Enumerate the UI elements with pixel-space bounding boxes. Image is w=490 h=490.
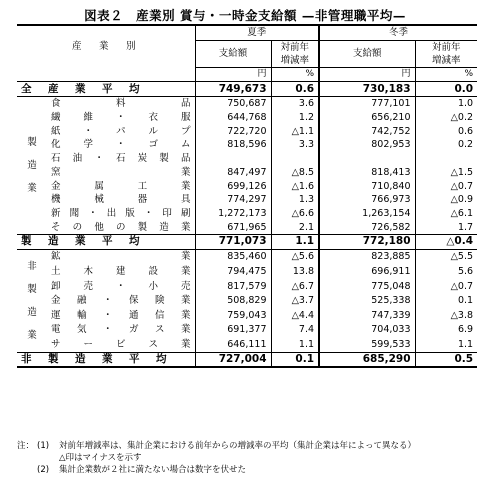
industry-name-char: 化 xyxy=(51,139,61,151)
industry-name-char: 衣 xyxy=(148,112,159,124)
industry-name-char: 食 xyxy=(51,98,61,110)
winter-rate-cell: △0.2 xyxy=(450,112,474,124)
industry-name-char: の xyxy=(115,221,126,233)
manufacturing-industry-name xyxy=(47,97,195,111)
summer-rate-cell: 1.2 xyxy=(271,111,319,125)
winter-amount-cell: 766,973 xyxy=(319,193,415,207)
winter-amount-cell: 710,840 xyxy=(319,179,415,193)
industry-name-char: 造 xyxy=(159,221,169,233)
summer-rate-cell: 3.3 xyxy=(271,138,319,152)
note-1 xyxy=(17,440,477,452)
summer-rate-cell: △5.6 xyxy=(271,249,319,264)
industry-name-char: ・ xyxy=(116,280,126,292)
summer-amount-cell: 794,475 xyxy=(195,264,271,279)
industry-name-char: 建 xyxy=(116,265,126,277)
industry-name-char: 学 xyxy=(83,139,94,151)
summer-amount-cell: 644,768 xyxy=(195,111,271,125)
industry-name-char: 金 xyxy=(51,180,61,192)
manufacturing-category-char: 製 xyxy=(27,137,37,148)
winter-rate-header-line1: 対前年 xyxy=(432,41,461,53)
industry-name-char: 保 xyxy=(129,295,139,307)
manufacturing-average-label: 製 造 業 平 均 xyxy=(17,234,195,249)
industry-name-char: ・ xyxy=(88,207,98,219)
table-row xyxy=(17,207,477,221)
non-manufacturing-industry-name xyxy=(47,322,195,337)
manufacturing-industry-name xyxy=(47,166,195,180)
non-manufacturing-industry-name xyxy=(47,264,195,279)
note-2-text: 集計企業数が２社に満たない場合は数字を伏せた xyxy=(59,465,247,475)
winter-rate-cell: 0.6 xyxy=(457,125,474,137)
non-manufacturing-industry-name xyxy=(47,308,195,323)
industry-name-char: 窯 xyxy=(51,166,61,178)
winter-amount-cell: 777,101 xyxy=(319,97,415,111)
manufacturing-average-summer-rate: 1.1 xyxy=(271,234,319,249)
summer-amount-cell: 817,579 xyxy=(195,279,271,294)
summer-header: 夏季 xyxy=(195,25,319,40)
industry-name-char: 小 xyxy=(148,280,159,292)
summer-rate-cell: △4.4 xyxy=(271,308,319,323)
total-summer-amount: 749,673 xyxy=(195,82,271,97)
summer-rate-cell: △8.5 xyxy=(271,166,319,180)
table-row xyxy=(17,220,477,234)
industry-name-char: 鉱 xyxy=(51,251,61,263)
non-manufacturing-industry-name xyxy=(47,337,195,352)
manufacturing-average-summer-amount: 771,073 xyxy=(195,234,271,249)
manufacturing-category-label xyxy=(17,97,47,235)
winter-rate-cell: 5.6 xyxy=(457,265,474,277)
non-manufacturing-industry-name xyxy=(47,293,195,308)
industry-name-char: 新 xyxy=(51,207,61,219)
industry-name-char: 金 xyxy=(51,295,61,307)
summer-amount-cell: 835,460 xyxy=(195,249,271,264)
industry-name-char: 業 xyxy=(180,180,191,192)
industry-name-char: 石 xyxy=(115,153,126,165)
industry-name-char: 品 xyxy=(180,153,191,165)
manufacturing-industry-name xyxy=(47,179,195,193)
table-row xyxy=(17,111,477,125)
industry-name-char: 業 xyxy=(181,295,191,307)
table-row xyxy=(17,293,477,308)
industry-name-char: 製 xyxy=(137,221,148,233)
industry-name-char: ガ xyxy=(129,324,139,336)
manufacturing-average-row xyxy=(17,234,477,249)
winter-amount-header: 支給額 xyxy=(319,40,415,67)
winter-rate-cell: △0.9 xyxy=(450,194,474,206)
summer-rate-cell: △1.1 xyxy=(271,124,319,138)
industry-name-char: 木 xyxy=(83,265,94,277)
industry-name-char: 信 xyxy=(155,309,165,321)
summer-amount-header: 支給額 xyxy=(195,40,271,67)
winter-rate-cell: 0.1 xyxy=(457,295,474,307)
industry-name-char: ・ xyxy=(94,153,104,165)
total-winter-rate: 0.0 xyxy=(415,82,477,97)
manufacturing-category-char: 業 xyxy=(27,183,37,194)
industry-name-char: 通 xyxy=(129,309,139,321)
industry-name-char: の xyxy=(72,221,83,233)
winter-unit-pct: % xyxy=(464,69,474,80)
winter-amount-cell: 818,413 xyxy=(319,166,415,180)
winter-rate-cell: △0.7 xyxy=(450,180,474,192)
industry-name-char: 電 xyxy=(51,324,61,336)
non-manufacturing-average-winter-amount: 685,290 xyxy=(319,352,415,367)
summer-rate-cell: 13.8 xyxy=(271,264,319,279)
industry-name-char: 刷 xyxy=(180,207,191,219)
summer-rate-cell: 1.3 xyxy=(271,193,319,207)
figure-title: 図表２ 産業別 賞与・一時金支給額 —非管理職平均— xyxy=(84,8,406,23)
industry-name-char: 械 xyxy=(94,194,104,206)
industry-name-char: 輸 xyxy=(77,309,87,321)
non-manufacturing-category-char: 非 xyxy=(27,260,37,272)
industry-name-char: 工 xyxy=(137,180,148,192)
winter-rate-cell: △3.8 xyxy=(450,309,474,321)
industry-name-char: ・ xyxy=(103,295,113,307)
non-manufacturing-category-char: 造 xyxy=(27,306,37,318)
industry-name-char: 売 xyxy=(83,280,94,292)
winter-amount-cell: 1,263,154 xyxy=(319,207,415,221)
winter-amount-cell: 696,911 xyxy=(319,264,415,279)
total-summer-rate: 0.6 xyxy=(271,82,319,97)
industry-name-char: プ xyxy=(181,125,191,137)
summer-amount-cell: 722,720 xyxy=(195,124,271,138)
industry-name-char: 石 xyxy=(51,153,61,165)
industry-name-char: ス xyxy=(148,338,159,350)
winter-rate-cell: △1.5 xyxy=(450,166,474,178)
winter-rate-cell: 0.2 xyxy=(457,139,474,151)
industry-name-char: 業 xyxy=(181,338,191,350)
winter-rate-cell: △5.5 xyxy=(415,249,477,264)
summer-rate-header-line1: 対前年 xyxy=(280,41,310,53)
unit-row xyxy=(17,67,477,82)
industry-name-char: 品 xyxy=(181,98,191,110)
industry-name-char: ゴ xyxy=(148,139,159,151)
industry-name-char: ・ xyxy=(116,139,126,151)
industry-name-char: 気 xyxy=(77,324,87,336)
table-row xyxy=(17,166,477,180)
summer-amount-cell: 750,687 xyxy=(195,97,271,111)
industry-name-char: 印 xyxy=(162,207,172,219)
winter-amount-cell: 747,339 xyxy=(319,308,415,323)
industry-name-char: 属 xyxy=(94,180,104,192)
summer-amount-cell: 1,272,173 xyxy=(195,207,271,221)
industry-name-char: ス xyxy=(155,324,165,336)
industry-name-char: ・ xyxy=(103,309,113,321)
summer-rate-cell: △3.7 xyxy=(271,293,319,308)
table-row xyxy=(17,193,477,207)
total-row xyxy=(17,82,477,97)
note-1-text: 対前年増減率は、集計企業における前年からの増減率の平均（集計企業は年によって異なる） xyxy=(59,441,417,451)
non-manufacturing-average-summer-amount: 727,004 xyxy=(195,352,271,367)
industry-name-char: 運 xyxy=(51,309,61,321)
winter-amount-cell: 726,582 xyxy=(319,220,415,234)
manufacturing-industry-name xyxy=(47,193,195,207)
table-row xyxy=(17,279,477,294)
industry-name-char: ー xyxy=(83,338,94,350)
manufacturing-average-winter-rate: △0.4 xyxy=(415,234,477,249)
industry-name-char: 機 xyxy=(51,194,61,206)
manufacturing-industry-name xyxy=(47,124,195,138)
industry-name-char: 料 xyxy=(116,98,126,110)
industry-name-char: 融 xyxy=(77,295,87,307)
summer-amount-cell: 699,126 xyxy=(195,179,271,193)
industry-name-char: 繊 xyxy=(51,112,61,124)
industry-name-char: ・ xyxy=(83,125,94,137)
summer-rate-cell: △1.6 xyxy=(271,179,319,193)
non-manufacturing-average-label: 非 製 造 業 平 均 xyxy=(17,352,195,367)
manufacturing-industry-name xyxy=(47,111,195,125)
manufacturing-average-winter-amount: 772,180 xyxy=(319,234,415,249)
non-manufacturing-industry-name xyxy=(47,249,195,264)
winter-rate-cell: 1.1 xyxy=(457,338,474,350)
industry-name-char: 紙 xyxy=(51,125,61,137)
table-row xyxy=(17,152,477,166)
summer-rate-cell: 2.1 xyxy=(271,220,319,234)
winter-amount-cell: 525,338 xyxy=(319,293,415,308)
table-row xyxy=(17,138,477,152)
winter-amount-cell: 599,533 xyxy=(319,337,415,352)
non-manufacturing-category-label xyxy=(17,249,47,352)
non-manufacturing-industry-name xyxy=(47,279,195,294)
industry-name-char: 業 xyxy=(181,309,191,321)
industry-name-char: 設 xyxy=(148,265,159,277)
industry-name-char: そ xyxy=(51,221,61,233)
summer-amount-cell: 671,965 xyxy=(195,220,271,234)
industry-name-char: 器 xyxy=(137,194,148,206)
table-row xyxy=(17,179,477,193)
table-row xyxy=(17,124,477,138)
winter-amount-cell: 802,953 xyxy=(319,138,415,152)
summer-rate-header-line2: 増減率 xyxy=(280,54,310,66)
winter-unit-yen: 円 xyxy=(319,67,415,82)
summer-rate-cell: △6.7 xyxy=(271,279,319,294)
industry-name-char: ・ xyxy=(143,207,154,219)
industry-name-char: 炭 xyxy=(137,153,148,165)
summer-amount-cell: 774,297 xyxy=(195,193,271,207)
table-body xyxy=(17,25,477,367)
industry-name-char: 業 xyxy=(181,251,191,263)
summer-unit-yen: 円 xyxy=(195,67,271,82)
note-1-number: (1) xyxy=(37,441,50,451)
industry-name-char: 土 xyxy=(51,265,61,277)
note-2-number: (2) xyxy=(37,465,50,475)
table-row xyxy=(17,337,477,352)
industry-name-char: パ xyxy=(116,125,126,137)
winter-amount-cell: 656,210 xyxy=(319,111,415,125)
summer-amount-cell: 759,043 xyxy=(195,308,271,323)
industry-header: 産 業 別 xyxy=(17,25,195,67)
industry-name-char: 売 xyxy=(181,280,191,292)
summer-amount-cell: 508,829 xyxy=(195,293,271,308)
non-manufacturing-category-char: 業 xyxy=(27,329,37,341)
industry-name-char: 業 xyxy=(181,265,191,277)
summer-rate-header xyxy=(271,40,319,67)
winter-rate-cell xyxy=(415,152,477,166)
industry-name-char: 他 xyxy=(94,221,104,233)
non-manufacturing-average-row xyxy=(17,352,477,367)
summer-rate-cell: 1.1 xyxy=(271,337,319,352)
non-manufacturing-average-winter-rate: 0.5 xyxy=(415,352,477,367)
total-label: 全 産 業 平 均 xyxy=(17,82,195,97)
industry-name-char: 製 xyxy=(159,153,169,165)
industry-name-char: 服 xyxy=(181,112,191,124)
bonus-table xyxy=(17,24,477,368)
non-manufacturing-average-summer-rate: 0.1 xyxy=(271,352,319,367)
summer-amount-cell xyxy=(195,152,271,166)
winter-rate-cell: △0.7 xyxy=(450,280,474,292)
summer-amount-cell: 818,596 xyxy=(195,138,271,152)
winter-rate-cell: 1.7 xyxy=(457,221,474,233)
summer-rate-cell xyxy=(271,152,319,166)
industry-name-char: 険 xyxy=(155,295,165,307)
industry-name-char: 聞 xyxy=(69,207,80,219)
industry-name-char: ビ xyxy=(116,338,126,350)
industry-name-char: ム xyxy=(181,139,191,151)
table-row xyxy=(17,97,477,111)
industry-name-char: 出 xyxy=(106,207,117,219)
winter-header: 冬季 xyxy=(319,25,477,40)
industry-name-char: 維 xyxy=(83,112,94,124)
table-row xyxy=(17,322,477,337)
summer-rate-cell: 7.4 xyxy=(271,322,319,337)
industry-name-char: 業 xyxy=(181,324,191,336)
note-1-continuation: △印はマイナスを示す xyxy=(59,453,142,463)
manufacturing-industry-name xyxy=(47,152,195,166)
industry-name-char: ・ xyxy=(103,324,113,336)
winter-amount-cell: 775,048 xyxy=(319,279,415,294)
industry-name-char: 具 xyxy=(180,194,191,206)
notes-label: 注： xyxy=(17,441,35,451)
notes xyxy=(17,440,477,476)
winter-amount-cell: 704,033 xyxy=(319,322,415,337)
non-manufacturing-category-char: 製 xyxy=(27,283,37,295)
winter-amount-cell: 742,752 xyxy=(319,124,415,138)
note-2 xyxy=(17,464,477,476)
table-row xyxy=(17,249,477,264)
winter-rate-header-line2: 増減率 xyxy=(432,54,461,66)
summer-unit-pct: % xyxy=(271,67,319,82)
summer-amount-cell: 646,111 xyxy=(195,337,271,352)
industry-name-char: 卸 xyxy=(51,280,61,292)
manufacturing-industry-name xyxy=(47,207,195,221)
winter-rate-header xyxy=(415,40,477,67)
winter-amount-cell xyxy=(319,152,415,166)
summer-amount-cell: 847,497 xyxy=(195,166,271,180)
manufacturing-industry-name xyxy=(47,138,195,152)
manufacturing-industry-name xyxy=(47,220,195,234)
manufacturing-category-char: 造 xyxy=(27,160,37,171)
industry-name-char: 油 xyxy=(72,153,83,165)
summer-amount-cell: 691,377 xyxy=(195,322,271,337)
winter-rate-cell: 1.0 xyxy=(415,97,477,111)
industry-name-char: 業 xyxy=(180,221,191,233)
table-row xyxy=(17,264,477,279)
industry-name-char: ル xyxy=(148,125,159,137)
table-row xyxy=(17,308,477,323)
header-row-season xyxy=(17,25,477,40)
summer-rate-cell: 3.6 xyxy=(271,97,319,111)
summer-rate-cell: △6.6 xyxy=(271,207,319,221)
industry-name-char: 業 xyxy=(181,166,191,178)
industry-name-char: サ xyxy=(51,338,61,350)
total-winter-amount: 730,183 xyxy=(319,82,415,97)
industry-name-char: ・ xyxy=(116,112,126,124)
industry-name-char: 版 xyxy=(125,207,135,219)
winter-amount-cell: 823,885 xyxy=(319,249,415,264)
winter-rate-cell: 6.9 xyxy=(457,324,474,336)
winter-rate-cell: △6.1 xyxy=(450,207,474,219)
